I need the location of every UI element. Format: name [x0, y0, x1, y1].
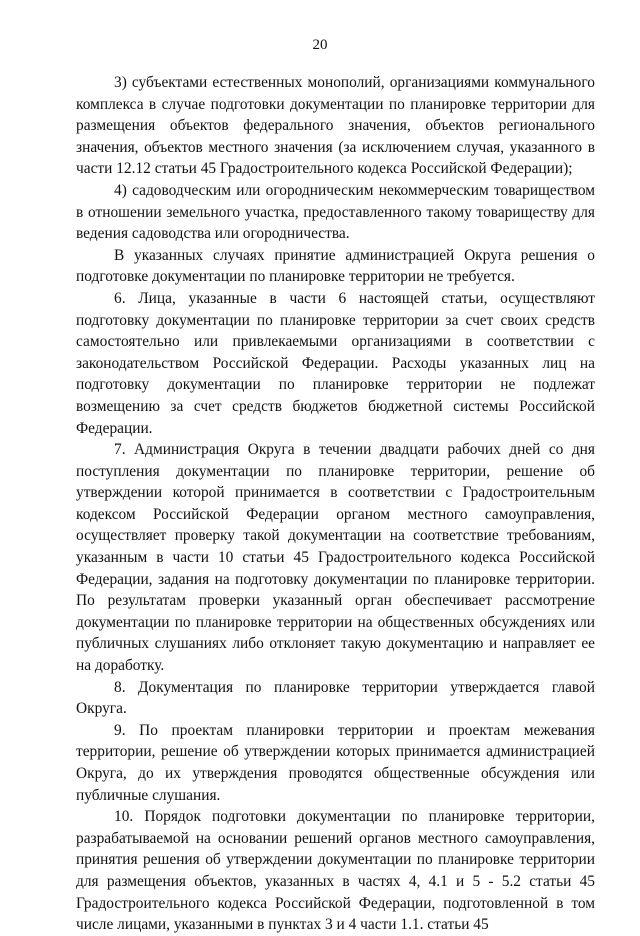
paragraph-section-6: 6. Лица, указанные в части 6 настоящей статьи, осуществляют подготовку документации по планировке территории за счет своих средств самостоятельно или привлекаемыми организациями в соответствии с законодательством Российской Федерации. Расходы указанных лиц на подготовку документации по планировке территории не подлежат возмещению за счет средств бюджетов бюджетной системы Российской Федерации.: [76, 289, 595, 437]
paragraph-decision-not-required: В указанных случаях принятие администрацией Округа решения о подготовке документации по планировке территории не требуется.: [76, 246, 595, 286]
paragraph-section-10: 10. Порядок подготовки документации по планировке территории, разрабатываемой на основании решений органов местного самоуправления, принятия решения об утверждении документации по планировке территории для размещения объектов, указанных в частях 4, 4.1 и 5 - 5.2 статьи 45 Градостроительного кодекса Российской Федерации, подготовленной в том числе лицами, указанными в пунктах 3 и 4 части 1.1. статьи 45: [76, 808, 595, 934]
paragraph-section-9: 9. По проектам планировки территории и проектам межевания территории, решение об утверждении которых принимается администрацией Округа, до их утверждения проводятся общественные обсуждения или публичные слушания.: [76, 721, 595, 804]
paragraph-section-8: 8. Документация по планировке территории утверждается главой Округа.: [76, 678, 595, 718]
paragraph-item-4-gardening: 4) садоводческим или огородническим некоммерческим товариществом в отношении земельного участка, предоставленного такому товариществу для ведения садоводства или огородничества.: [76, 181, 595, 243]
page-number: 20: [312, 37, 328, 53]
document-body: [76, 72, 595, 936]
paragraph-item-3-monopolies: 3) субъектами естественных монополий, организациями коммунального комплекса в случае подготовки документации по планировке территории для размещения объектов федерального значения, объектов регионального значения, объектов местного значения (за исключением случая, указанного в части 12.12 статьи 45 Градостроительного кодекса Российской Федерации);: [76, 74, 595, 178]
paragraph-section-7: 7. Администрация Округа в течении двадцати рабочих дней со дня поступления документации по планировке территории, решение об утверждении которой принимается в соответствии с Градостроительным кодексом Российской Федерации органом местного самоуправления, осуществляет проверку такой документации на соответствие требованиям, указанным в части 10 статьи 45 Градостроительного кодекса Российской Федерации, задания на подготовку документации по планировке территории. По результатам проверки указанный орган обеспечивает рассмотрение документации по планировке территории на общественных обсуждениях или публичных слушаниях либо отклоняет такую документацию и направляет ее на доработку.: [76, 441, 595, 675]
